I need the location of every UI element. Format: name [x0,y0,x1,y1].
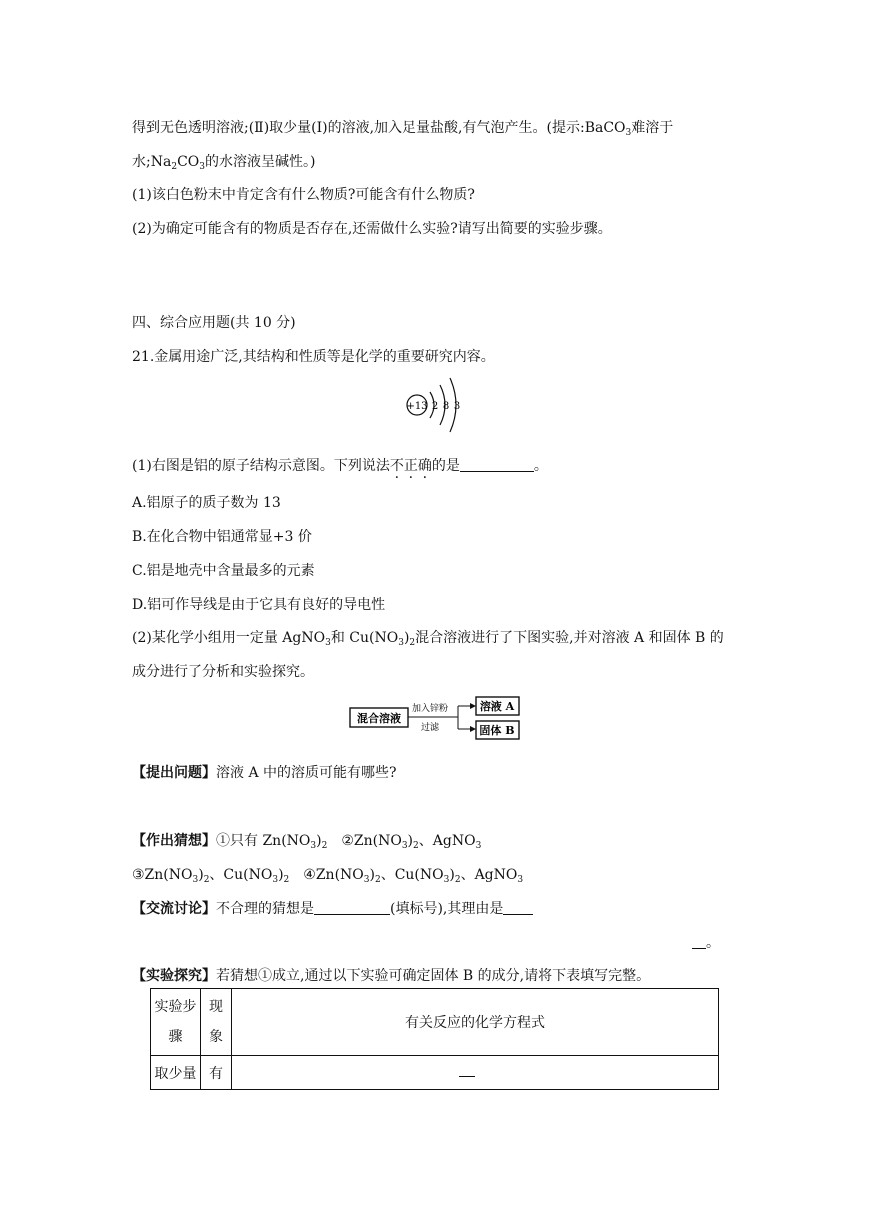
hypothesis-3: ) [198,867,204,883]
q21-part1 [132,456,548,476]
flow-operation-label: 过滤 [420,723,440,733]
hypothesis-2: ②Zn(NO [341,833,402,849]
separator: 、 [209,867,224,883]
emphasis-char: 正 [403,458,418,474]
experiment-text: 若猜想①成立,通过以下实验可确定固体 B 的成分,请将下表填写完整。 [216,968,651,984]
row-equation[interactable] [232,1056,719,1090]
subscript: 2 [283,875,290,885]
hypothesis-4: AgNO [474,867,518,883]
hypothesis-3: ③Zn(NO [132,867,193,883]
section-label: 【实验探究】 [132,968,216,984]
subscript: 3 [443,875,450,885]
hypothesis-3: Cu(NO [223,867,273,883]
arrowhead-icon [470,726,476,732]
subscript: 3 [310,841,317,851]
aluminum-atom-diagram [400,372,470,434]
subscript: 3 [475,841,482,851]
answer-blank[interactable] [314,900,390,915]
hypothesis-line-2 [132,865,523,885]
header-phenomenon-text: 象 [209,1029,223,1045]
answer-blank[interactable] [460,457,534,472]
question-text: 的是 [431,458,460,474]
q21-stem: 21.金属用途广泛,其结构和性质等是化学的重要研究内容。 [132,349,495,365]
subscript: 3 [272,875,279,885]
subscript: 3 [398,638,404,648]
subscript: 2 [409,638,416,648]
subscript: 2 [413,841,419,851]
q20-part2: (2)为确定可能含有的物质是否存在,还需做什么实验?请写出简要的实验步骤。 [132,221,612,237]
header-step-text: 实验步 [154,999,197,1015]
q20-part1: (1)该白色粉末中肯定含有什么物质?可能含有什么物质? [132,187,475,203]
option-a: A.铝原子的质子数为 13 [132,495,281,511]
option-c: C.铝是地壳中含量最多的元素 [132,563,315,579]
subscript: 3 [401,841,408,851]
answer-blank[interactable] [692,934,706,949]
discussion-line-2 [692,933,720,953]
flow-out2-label: 固体 B [479,724,515,737]
header-equation: 有关反应的化学方程式 [232,989,719,1056]
intro-text: 难溶于 [631,120,674,136]
discussion-text: (填标号),其理由是 [390,901,504,917]
header-step [151,989,201,1056]
nucleus-charge: +13 [406,401,428,412]
hypothesis-2: AgNO [432,833,476,849]
experiment-line [132,966,650,986]
flow-out1-label: 溶液 A [479,700,515,713]
intro-text: CO [177,154,200,170]
table-header-row [151,989,719,1056]
option-d: D.铝可作导线是由于它具有良好的导电性 [132,597,386,613]
intro-text: 得到无色透明溶液;(Ⅱ)取少量(Ⅰ)的溶液,加入足量盐酸,有气泡产生。(提示:BaCO [132,120,626,136]
subscript: 3 [192,875,199,885]
question-text: 混合溶液进行了下图实验,并对溶液 A 和固体 B 的 [415,630,724,646]
raise-question [132,763,397,783]
subscript: 2 [454,875,461,885]
row-phenomenon: 有 [201,1056,232,1090]
question-text: (2)某化学小组用一定量 AgNO [132,630,326,646]
subscript: 2 [321,841,328,851]
hypothesis-1: ①只有 Zn(NO [216,833,311,849]
separator: 、 [418,833,433,849]
q21-part2-line2: 成分进行了分析和实验探究。 [132,664,314,680]
hypothesis-4: Cu(NO [394,867,444,883]
question-text: ) [403,630,410,646]
row-step: 取少量 [151,1056,201,1090]
emphasis-char: 不 [389,458,404,474]
q21-part2-line1 [132,628,724,648]
option-b: B.在化合物中铝通常显+3 价 [132,529,312,545]
subscript: 3 [199,162,205,172]
shell-electrons-2: 8 [442,401,450,412]
answer-blank[interactable] [503,900,533,915]
arrowhead-icon [470,703,476,709]
subscript: 3 [325,638,331,648]
subscript: 3 [363,875,370,885]
experiment-flow-diagram [345,693,525,745]
question-text: 和 Cu(NO [330,630,399,646]
punctuation: 。 [533,458,548,474]
punctuation: 。 [706,935,720,951]
intro-text: 水;Na [132,154,172,170]
flow-reagent-label: 加入锌粉 [411,704,449,714]
hypothesis-4: ) [449,867,455,883]
intro-line-2 [132,152,315,172]
header-phenomenon-text: 现 [209,999,223,1015]
section-label: 【交流讨论】 [132,901,216,917]
header-step-text: 骤 [168,1029,183,1045]
answer-blank[interactable] [459,1076,475,1077]
discussion-line [132,899,533,919]
section-title: 四、综合应用题(共 10 分) [132,315,296,331]
separator: 、 [460,867,475,883]
subscript: 3 [625,128,632,138]
hypothesis-3: ) [278,867,284,883]
hypothesis-line-1 [132,831,481,851]
hypothesis-4: ) [369,867,375,883]
flow-start-label: 混合溶液 [357,712,401,725]
separator: 、 [380,867,395,883]
subscript: 3 [517,875,524,885]
hypothesis-1: ) [316,833,322,849]
intro-line-1 [132,118,673,138]
question-text: 溶液 A 中的溶质可能有哪些? [216,765,397,781]
experiment-table [150,988,719,1090]
emphasis-char: 确 [417,458,432,474]
question-text: (1)右图是铝的原子结构示意图。下列说法 [132,458,390,474]
intro-text: 的水溶液呈碱性。) [205,154,316,170]
shell-electrons-3: 3 [453,401,461,412]
shell-electrons-1: 2 [431,401,439,412]
section-label: 【作出猜想】 [132,833,216,849]
subscript: 2 [171,162,178,172]
subscript: 2 [203,875,210,885]
section-label: 【提出问题】 [132,765,216,781]
table-row [151,1056,719,1090]
header-phenomenon [201,989,232,1056]
hypothesis-4: ④Zn(NO [303,867,364,883]
subscript: 2 [374,875,381,885]
discussion-text: 不合理的猜想是 [216,901,314,917]
hypothesis-2: ) [407,833,414,849]
